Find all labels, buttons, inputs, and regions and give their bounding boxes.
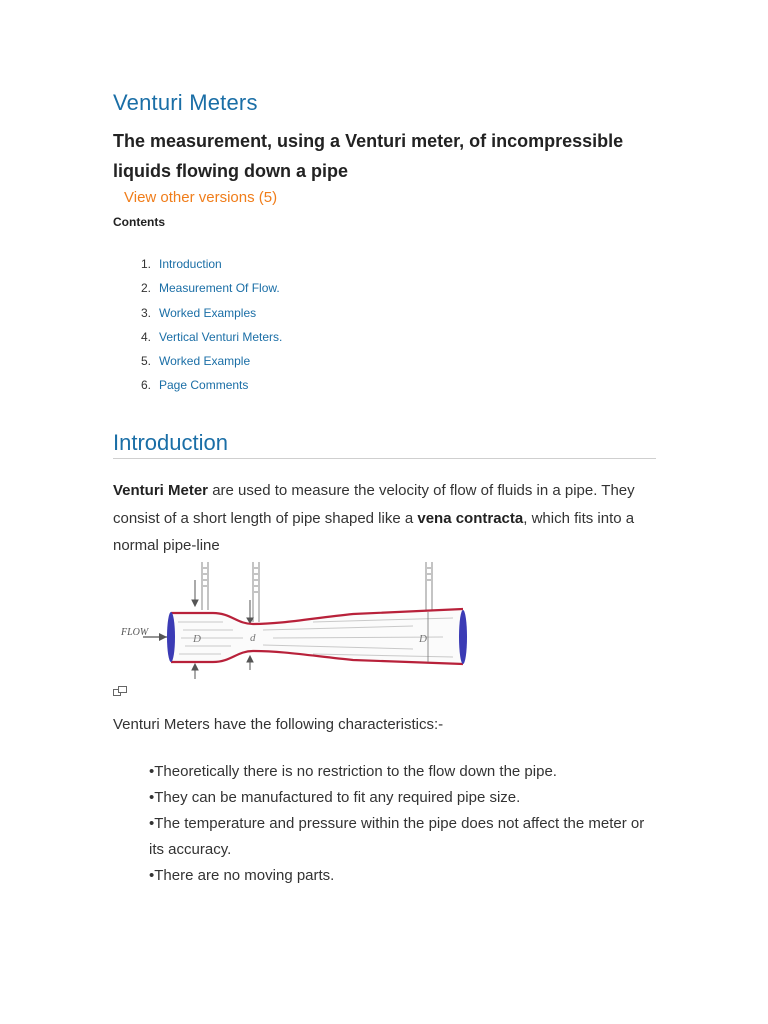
inlet-diameter-label: D [193,633,201,645]
toc-item [113,349,282,373]
outlet-diameter-label: D [419,633,427,645]
list-item: •Theoretically there is no restriction to the flow down the pipe. [149,763,557,780]
view-other-versions-link[interactable]: View other versions (5) [124,189,278,206]
contents-label: Contents [113,215,165,229]
toc-item [113,252,282,276]
toc-item-number: 6. [140,378,151,393]
toc-link-worked-example[interactable]: Worked Example [159,354,251,369]
list-item: •There are no moving parts. [149,867,335,884]
term-venturi-meter: Venturi Meter [113,482,209,499]
introduction-paragraph [113,477,658,560]
page-subtitle: The measurement, using a Venturi meter, of incompressible liquids flowing down a pipe [113,131,624,181]
toc-item [113,373,282,397]
toc-item [113,325,282,349]
toc-item-number: 2. [140,281,151,296]
toc-item-number: 4. [140,329,151,344]
throat-diameter-label: d [250,632,256,644]
toc-link-measurement-of-flow[interactable]: Measurement Of Flow. [159,281,280,296]
toc-link-page-comments[interactable]: Page Comments [159,378,249,393]
venturi-meter-diagram [113,560,484,681]
list-item: •The temperature and pressure within the pipe does not affect the meter or its accuracy. [149,815,645,858]
toc-link-introduction[interactable]: Introduction [159,257,222,271]
characteristics-list [149,759,659,889]
pipe-outlet-end [459,610,467,664]
characteristics-intro: Venturi Meters have the following characteristics:- [113,716,444,733]
table-of-contents [113,252,282,398]
introduction-heading: Introduction [113,430,228,455]
list-item: •They can be manufactured to fit any required pipe size. [149,789,521,806]
expand-image-icon[interactable] [113,686,127,698]
toc-link-worked-examples[interactable]: Worked Examples [159,305,257,320]
intro-text-part2: , which fits into a normal pipe-line [113,509,635,554]
toc-item [113,276,282,300]
flow-label: FLOW [121,627,149,638]
term-vena-contracta: vena contracta [417,509,524,527]
page-title: Venturi Meters [113,90,258,115]
pipe-inlet-end [167,612,175,662]
toc-item [113,301,282,325]
toc-link-vertical-venturi-meters[interactable]: Vertical Venturi Meters. [159,329,283,344]
toc-item-number: 1. [140,257,151,271]
toc-item-number: 5. [140,354,151,369]
toc-item-number: 3. [140,305,151,320]
section-divider [113,458,656,459]
intro-text-part1: are used to measure the velocity of flow of fluids in a pipe. They consist of a short length of pipe shaped like a [113,482,635,527]
